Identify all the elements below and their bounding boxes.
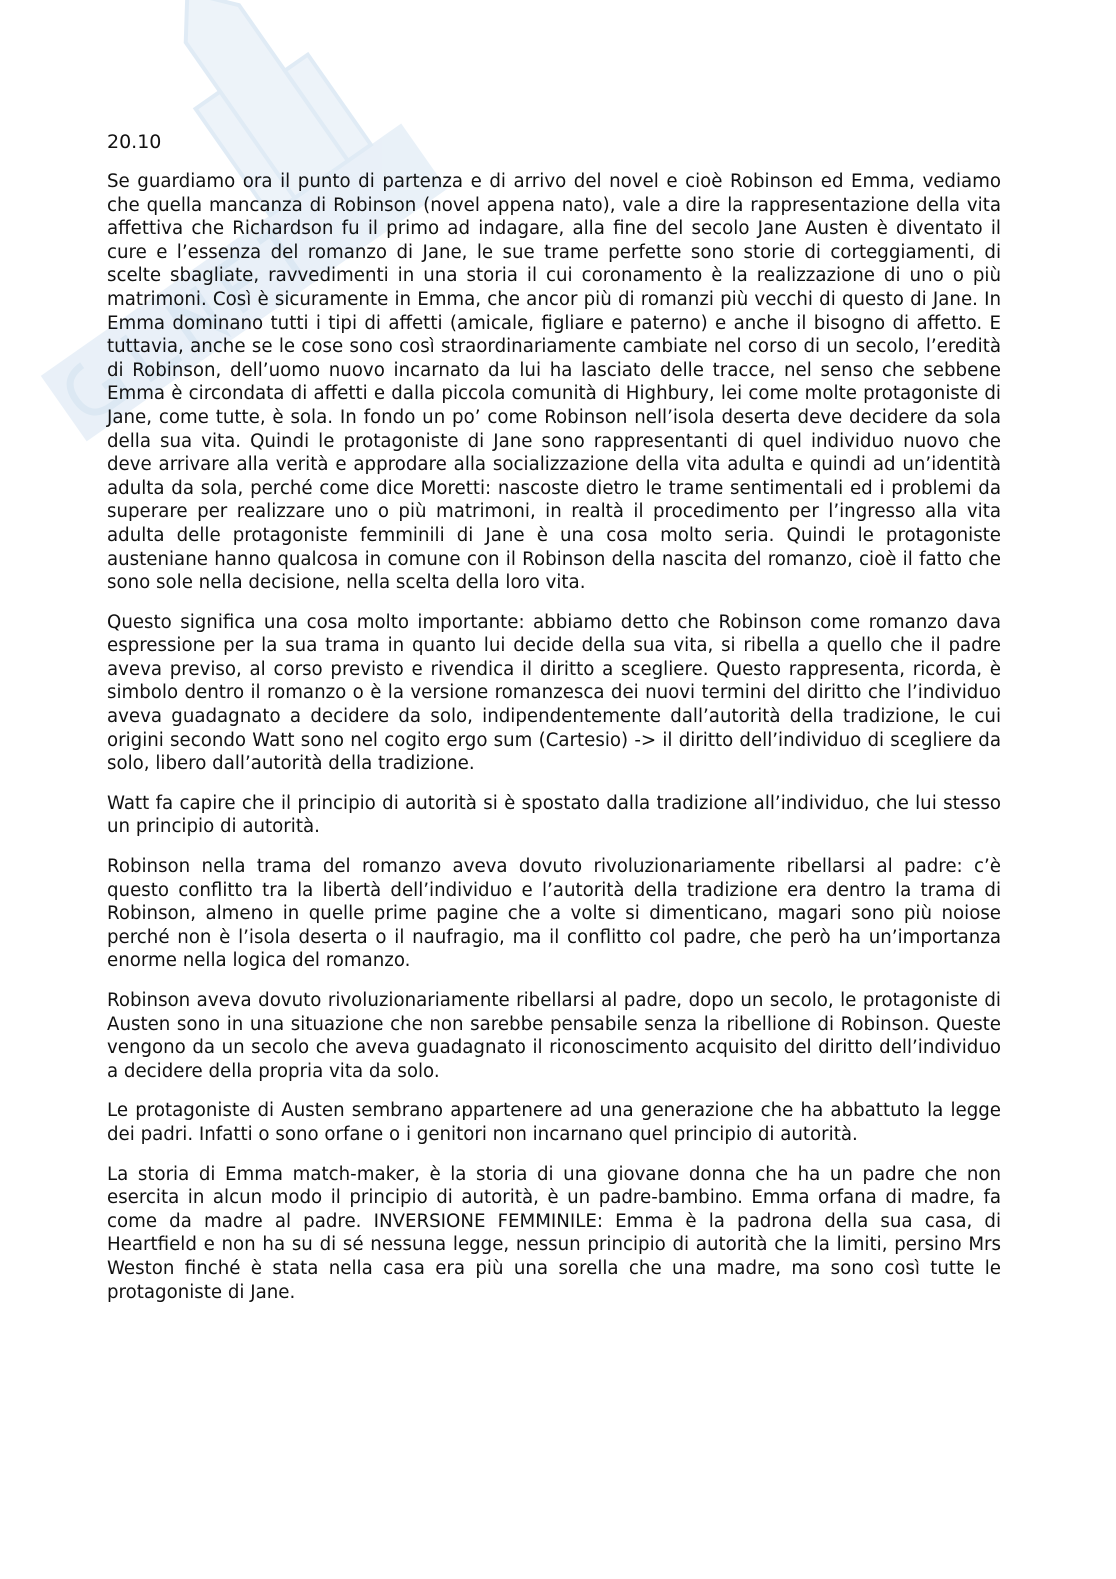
paragraph-3: Watt fa capire che il principio di autorità si è spostato dalla tradizione all’individuo, che lui stesso un principio di autorità. — [107, 792, 1001, 838]
document-date: 20.10 — [107, 131, 162, 153]
paragraph-7: La storia di Emma match-maker, è la storia di una giovane donna che ha un padre che non esercita in alcun modo il principio di autorità, è un padre-bambino. Emma orfana di madre, fa come da madre al padre. INVERSIONE FEMMINILE: Emma è la padrona della sua casa, di Heartfield e non ha su di sé nessuna legge, nessun principio di autorità che la limiti, persino Mrs Weston finché è stata nella casa era più una sorella che una madre, ma sono così tutte le protagoniste di Jane. — [107, 1163, 1001, 1303]
paragraph-5: Robinson aveva dovuto rivoluzionariamente ribellarsi al padre, dopo un secolo, le protagoniste di Austen sono in una situazione che non sarebbe pensabile senza la ribellione di Robinson. Queste vengono da un secolo che aveva guadagnato il riconoscimento acquisito del diritto dell’individuo a decidere della propria vita da solo. — [107, 990, 1001, 1082]
paragraph-4: Robinson nella trama del romanzo aveva dovuto rivoluzionariamente ribellarsi al padre: c’è questo conflitto tra la libertà dell’individuo e l’autorità della tradizione era dentro la trama di Robinson, almeno in quelle prime pagine che a volte si dimenticano, magari sono più noiose perché non è l’isola deserta o il naufragio, ma il conflitto col padre, che però ha un’importanza enorme nella logica del romanzo. — [107, 856, 1001, 972]
document-page — [107, 130, 1001, 1320]
paragraph-1: Se guardiamo ora il punto di partenza e di arrivo del novel e cioè Robinson ed Emma, vediamo che quella mancanza di Robinson (novel appena nato), vale a dire la rappresentazione della vita affettiva che Richardson fu il primo ad indagare, alla fine del secolo Jane Austen è diventato il cure e l’essenza del romanzo di Jane, le sue trame perfette sono storie di corteggiamenti, di scelte sbagliate, ravvedimenti in una storia il cui coronamento è la realizzazione di uno o più matrimoni. Così è sicuramente in Emma, che ancor più di romanzi più vecchi di questo di Jane. In Emma dominano tutti i tipi di affetti (amicale, figliare e paterno) e anche il bisogno di affetto. E tuttavia, anche se le cose sono così straordinariamente cambiate nel corso di un secolo, l’eredità di Robinson, dell’uomo nuovo incarnato da lui ha lasciato delle tracce, nel senso che sebbene Emma è circondata di affetti e dalla piccola comunità di Highbury, lei come molte protagoniste di Jane, come tutte, è sola. In fondo un po’ come Robinson nell’isola deserta deve decidere da sola della sua vita. Quindi le protagoniste di Jane sono rappresentanti di quel individuo nuovo che deve arrivare alla verità e approdare alla socializzazione della vita adulta e quindi ad un’identità adulta da sola, perché come dice Moretti: nascoste dietro le trame sentimentali ed i problemi da superare per realizzare uno o più matrimoni, in realtà il procedimento per l’ingresso alla vita adulta delle protagoniste femminili di Jane è una cosa molto seria. Quindi le protagoniste austeniane hanno qualcosa in comune con il Robinson della nascita del romanzo, cioè il fatto che sono sole nella decisione, nella scelta della loro vita. — [107, 171, 1001, 594]
paragraph-6: Le protagoniste di Austen sembrano appartenere ad una generazione che ha abbattuto la legge dei padri. Infatti o sono orfane o i genitori non incarnano quel principio di autorità. — [107, 1100, 1001, 1145]
paragraph-2: Questo significa una cosa molto importante: abbiamo detto che Robinson come romanzo dava espressione per la sua trama in quanto lui decide della sua vita, si ribella a quello che il padre aveva previso, al corso previsto e rivendica il diritto a scegliere. Questo rappresenta, ricorda, è simbolo dentro il romanzo o è la versione romanzesca dei nuovi termini del diritto che l’individuo aveva guadagnato a decidere da solo, indipendentemente dall’autorità della tradizione, le cui origini secondo Watt sono nel cogito ergo sum (Cartesio) -> il diritto dell’individuo di scegliere da solo, libero dall’autorità della tradizione. — [107, 611, 1001, 775]
